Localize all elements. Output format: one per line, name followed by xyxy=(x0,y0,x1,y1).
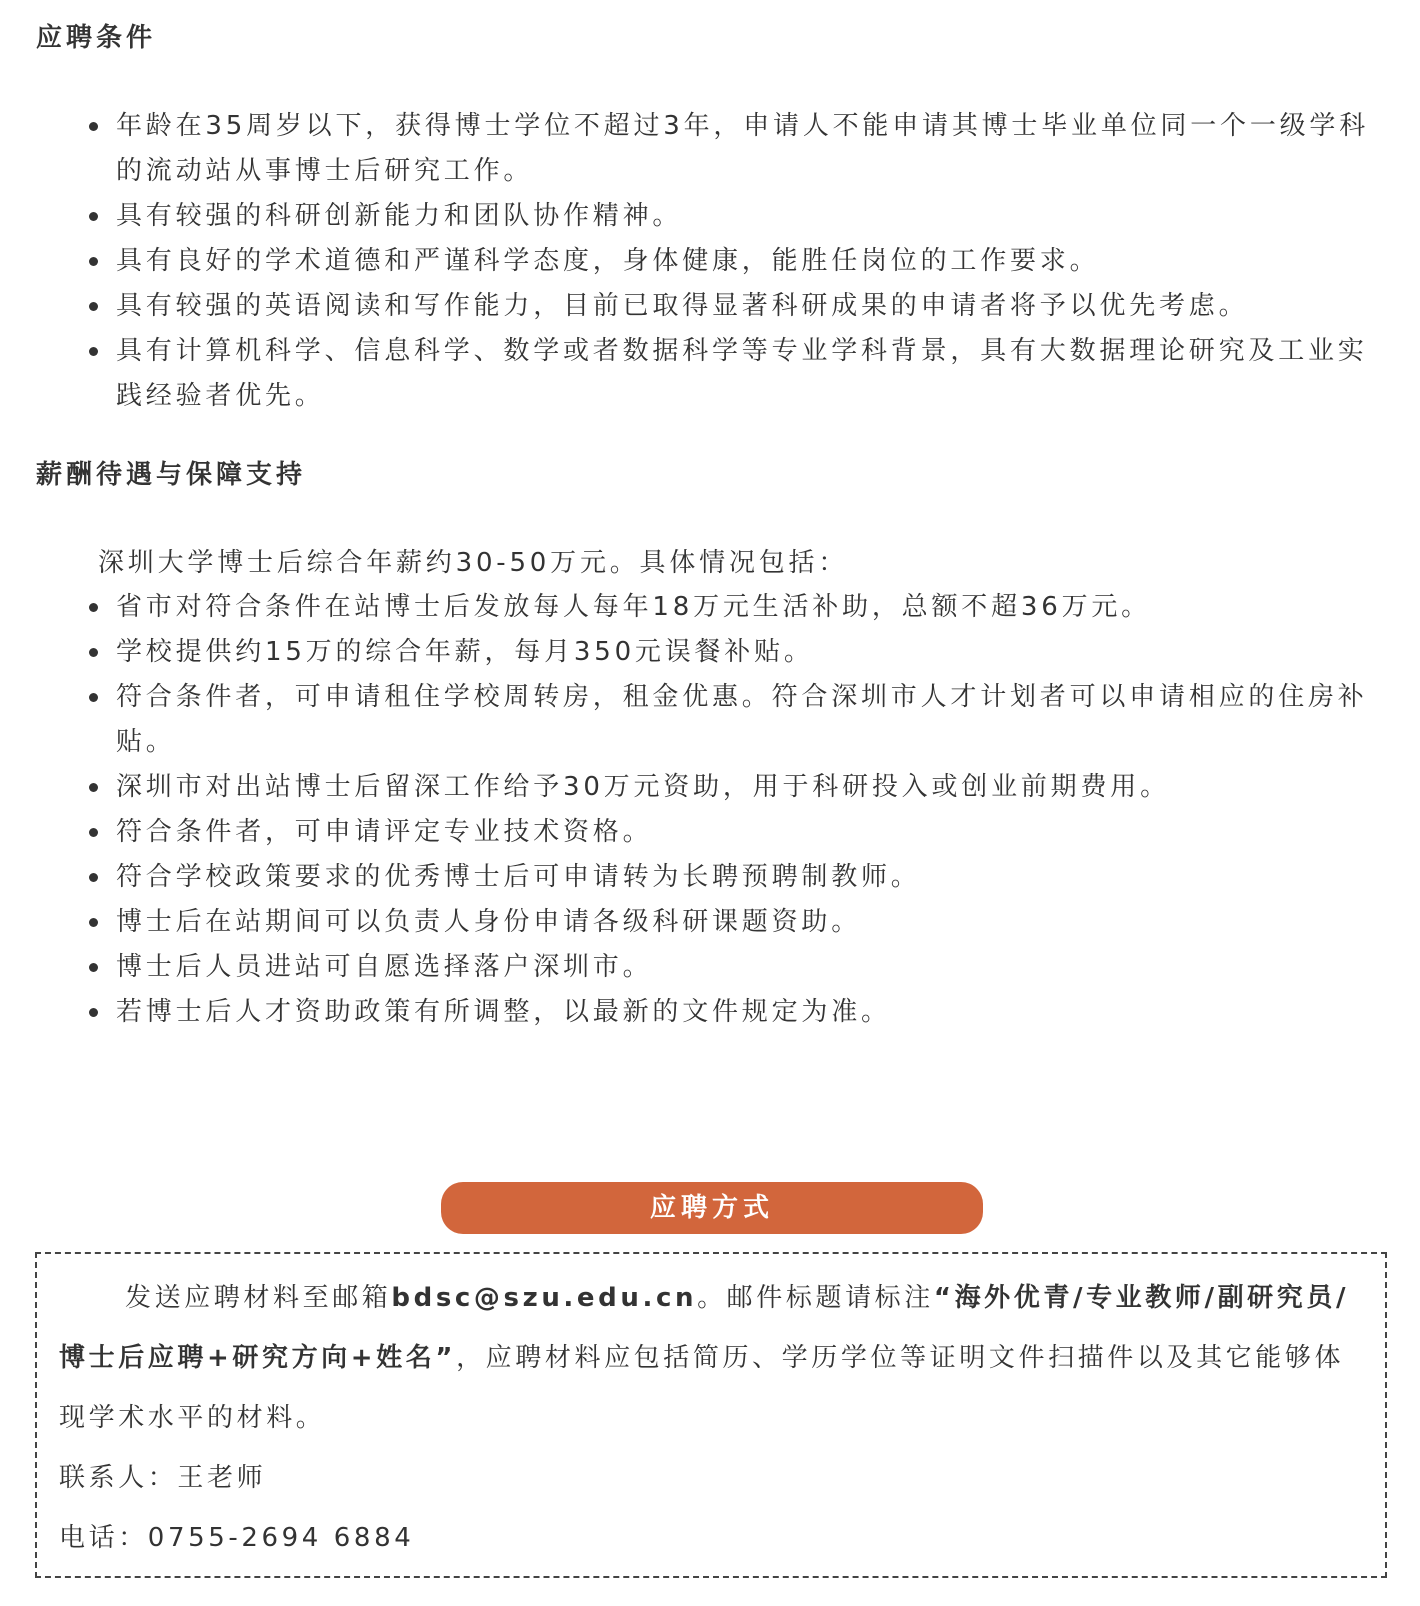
list-item: 符合条件者，可申请评定专业技术资格。 xyxy=(80,810,1390,855)
list-item: 年龄在35周岁以下，获得博士学位不超过3年，申请人不能申请其博士毕业单位同一个一级学科的流动站从事博士后研究工作。 xyxy=(80,104,1390,194)
benefits-list xyxy=(80,585,1390,1035)
list-item: 博士后在站期间可以负责人身份申请各级科研课题资助。 xyxy=(80,900,1390,945)
requirements-list xyxy=(80,104,1390,419)
apply-text-middle: 。邮件标题请标注 xyxy=(697,1283,934,1313)
list-item: 省市对符合条件在站博士后发放每人每年18万元生活补助，总额不超36万元。 xyxy=(80,585,1390,630)
contact-person: 联系人：王老师 xyxy=(59,1463,267,1493)
apply-subject-format: “海外优青/专业教师/副研究员/博士后应聘+研究方向+姓名” xyxy=(59,1283,1350,1373)
requirements-title: 应聘条件 xyxy=(36,23,157,53)
list-item: 具有良好的学术道德和严谨科学态度，身体健康，能胜任岗位的工作要求。 xyxy=(80,239,1390,284)
benefits-title: 薪酬待遇与保障支持 xyxy=(36,460,307,490)
list-item: 符合条件者，可申请租住学校周转房，租金优惠。符合深圳市人才计划者可以申请相应的住房补贴。 xyxy=(80,675,1390,765)
list-item: 深圳市对出站博士后留深工作给予30万元资助，用于科研投入或创业前期费用。 xyxy=(80,765,1390,810)
apply-instructions xyxy=(59,1268,1363,1448)
list-item: 学校提供约15万的综合年薪，每月350元误餐补贴。 xyxy=(80,630,1390,675)
list-item: 具有较强的科研创新能力和团队协作精神。 xyxy=(80,194,1390,239)
apply-text-before: 发送应聘材料至邮箱 xyxy=(125,1283,392,1313)
benefits-intro: 深圳大学博士后综合年薪约30-50万元。具体情况包括： xyxy=(98,548,849,578)
list-item: 博士后人员进站可自愿选择落户深圳市。 xyxy=(80,945,1390,990)
apply-text-after: ，应聘材料应包括简历、学历学位等证明文件扫描件以及其它能够体现学术水平的材料。 xyxy=(59,1343,1345,1433)
list-item: 具有较强的英语阅读和写作能力，目前已取得显著科研成果的申请者将予以优先考虑。 xyxy=(80,284,1390,329)
apply-email: bdsc@szu.edu.cn xyxy=(391,1283,698,1313)
list-item: 符合学校政策要求的优秀博士后可申请转为长聘预聘制教师。 xyxy=(80,855,1390,900)
contact-phone: 电话：0755-2694 6884 xyxy=(59,1523,415,1553)
apply-method-box xyxy=(35,1252,1387,1578)
list-item: 具有计算机科学、信息科学、数学或者数据科学等专业学科背景，具有大数据理论研究及工业实践经验者优先。 xyxy=(80,329,1390,419)
apply-method-banner: 应聘方式 xyxy=(441,1182,983,1234)
list-item: 若博士后人才资助政策有所调整，以最新的文件规定为准。 xyxy=(80,990,1390,1035)
